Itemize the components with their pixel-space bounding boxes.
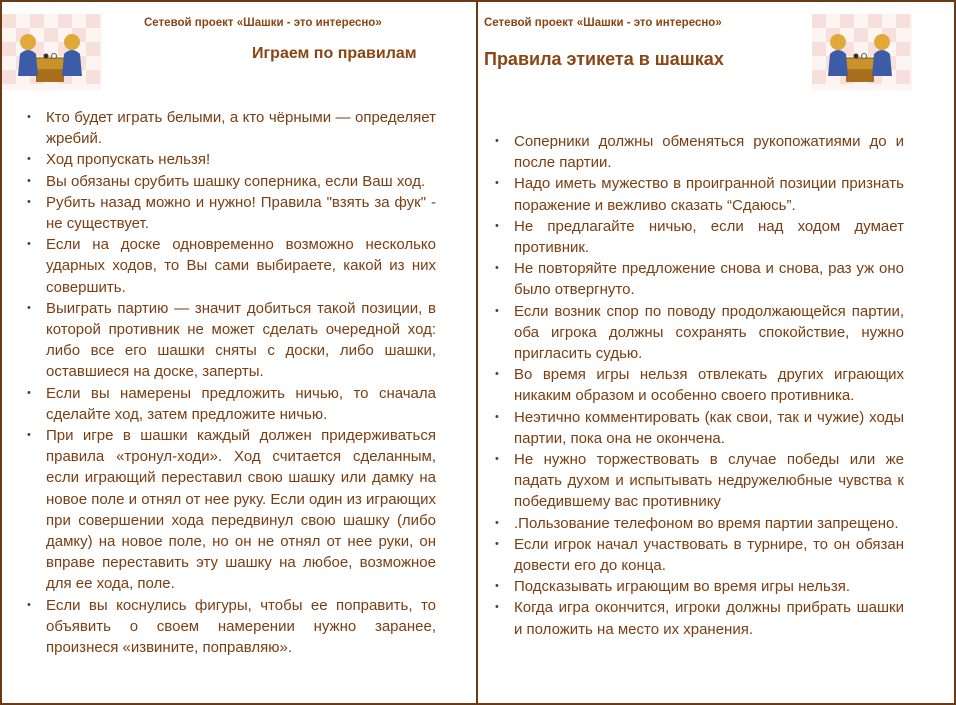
- project-name: Сетевой проект «Шашки - это интересно»: [144, 17, 382, 29]
- checkers-players-logo-icon: [812, 14, 912, 90]
- list-item: • Подсказывать играющим во время игры нельзя.: [492, 576, 904, 597]
- list-item: • Ход пропускать нельзя!: [24, 149, 436, 170]
- checkers-players-logo-icon: [2, 14, 102, 90]
- list-item: • Если вы коснулись фигуры, чтобы ее поправить, то объявить о своем намерении нужно заранее, произнеся «извините, поправляю».: [24, 595, 436, 659]
- page-title: Правила этикета в шашках: [484, 49, 724, 69]
- list-item: • Неэтично комментировать (как свои, так и чужие) ходы партии, пока она не окончена.: [492, 407, 904, 449]
- list-item: • Надо иметь мужество в проигранной позиции признать поражение и вежливо сказать “Сдаюсь”.: [492, 173, 904, 215]
- list-item: • Вы обязаны срубить шашку соперника, если Ваш ход.: [24, 171, 436, 192]
- list-item: • Во время игры нельзя отвлекать других играющих никаким образом и особенно своего противника.: [492, 364, 904, 406]
- list-item: • Соперники должны обменяться рукопожатиями до и после партии.: [492, 131, 904, 173]
- left-panel: [2, 0, 476, 705]
- list-item: • Не предлагайте ничью, если над ходом думает противник.: [492, 216, 904, 258]
- list-item: • Если на доске одновременно возможно несколько ударных ходов, то Вы сами выбираете, какой из них совершить.: [24, 234, 436, 298]
- list-item: • Если возник спор по поводу продолжающейся партии, оба игрока должны сохранять спокойствие, нужно пригласить судью.: [492, 301, 904, 365]
- page-title: Играем по правилам: [252, 45, 417, 62]
- rules-list: [492, 131, 904, 640]
- project-name: Сетевой проект «Шашки - это интересно»: [484, 17, 722, 29]
- list-item: • При игре в шашки каждый должен придерживаться правила «тронул-ходи». Ход считается сделанным, если играющий переставил свою шашку или дамку на новое поле и отнял от нее руку. Если один из играющих при совершении хода передвинул свою шашку (либо дамку) на новое поле, но он не отнял от нее руки, он вправе переставить эту шашку на любое, возможное для ее хода, поле.: [24, 425, 436, 595]
- list-item: • Кто будет играть белыми, а кто чёрными — определяет жребий.: [24, 107, 436, 149]
- list-item: • Выиграть партию — значит добиться такой позиции, в которой противник не может сделать очередной ход: либо все его шашки сняты с доски, либо шашки, оставшиеся на доске, заперты.: [24, 298, 436, 383]
- list-item: • Если вы намерены предложить ничью, то сначала сделайте ход, затем предложите ничью.: [24, 383, 436, 425]
- list-item: • Не повторяйте предложение снова и снова, раз уж оно было отвергнуто.: [492, 258, 904, 300]
- rules-list: [24, 107, 436, 658]
- list-item: • Не нужно торжествовать в случае победы или же падать духом и испытывать недружелюбные чувства к победившему вас противнику: [492, 449, 904, 513]
- right-panel: [478, 0, 954, 705]
- list-item: • Когда игра окончится, игроки должны прибрать шашки и положить на место их хранения.: [492, 597, 904, 639]
- list-item: • .Пользование телефоном во время партии запрещено.: [492, 513, 904, 534]
- list-item: • Если игрок начал участвовать в турнире, то он обязан довести его до конца.: [492, 534, 904, 576]
- list-item: • Рубить назад можно и нужно! Правила "взять за фук" - не существует.: [24, 192, 436, 234]
